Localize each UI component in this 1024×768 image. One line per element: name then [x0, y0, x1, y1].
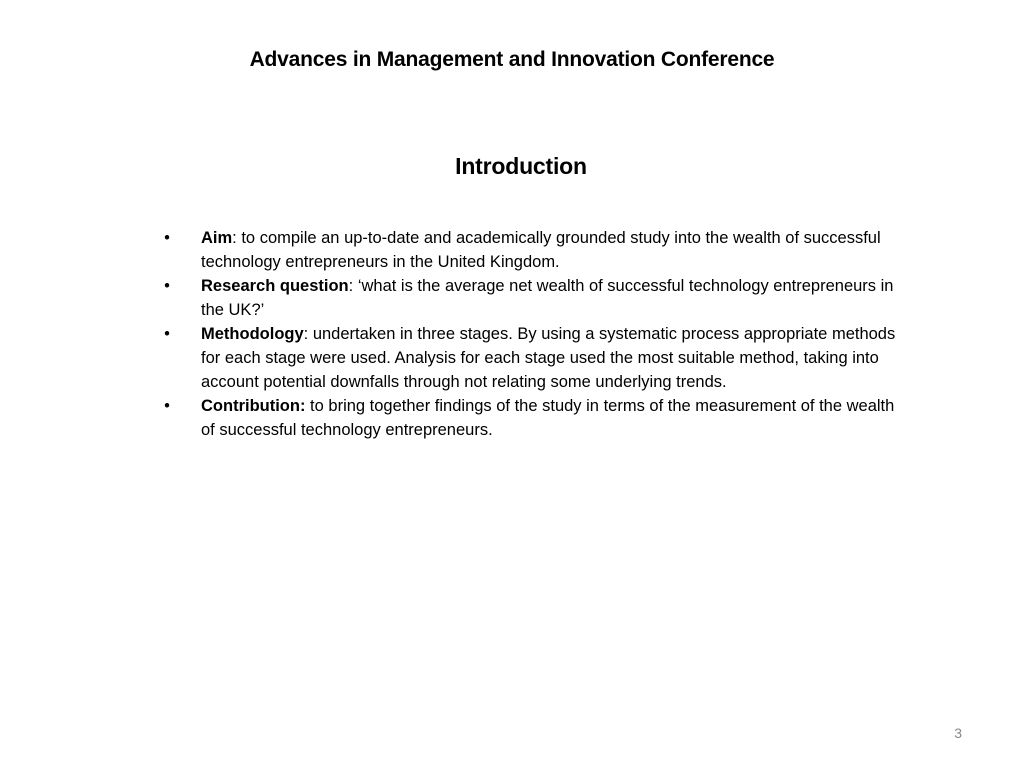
- bullet-text: to bring together findings of the study in terms of the measurement of the wealth of successful technology entrepreneurs.: [201, 397, 895, 439]
- bullet-item-methodology: [160, 322, 900, 394]
- bullet-separator: :: [348, 277, 354, 295]
- section-title: Introduction: [455, 153, 587, 179]
- bullet-term: Research question: [201, 277, 349, 295]
- page-number: 3: [954, 725, 962, 741]
- bullet-dot-icon: •: [164, 277, 170, 295]
- bullet-term: Aim: [201, 229, 233, 247]
- bullet-item-aim: [160, 226, 900, 274]
- bullet-list: [160, 226, 900, 442]
- bullet-text: to compile an up-to-date and academically grounded study into the wealth of successful technology entrepreneurs in the United Kingdom.: [201, 229, 881, 271]
- bullet-separator: :: [303, 325, 309, 343]
- bullet-text: undertaken in three stages. By using a systematic process appropriate methods for each stage were used. Analysis for each stage used the most suitable method, taking into account potential downfalls through not relating some underlying trends.: [201, 325, 896, 391]
- bullet-text: ‘what is the average net wealth of successful technology entrepreneurs in the UK?’: [201, 277, 894, 319]
- bullet-term: Methodology: [201, 325, 304, 343]
- conference-title: Advances in Management and Innovation Conference: [249, 48, 775, 71]
- bullet-separator: :: [232, 229, 237, 247]
- bullet-dot-icon: •: [164, 229, 170, 247]
- bullet-dot-icon: •: [164, 325, 170, 343]
- bullet-dot-icon: •: [164, 397, 170, 415]
- bullet-item-contribution: [160, 394, 900, 442]
- bullet-item-research-question: [160, 274, 900, 322]
- bullet-term: Contribution:: [201, 397, 306, 415]
